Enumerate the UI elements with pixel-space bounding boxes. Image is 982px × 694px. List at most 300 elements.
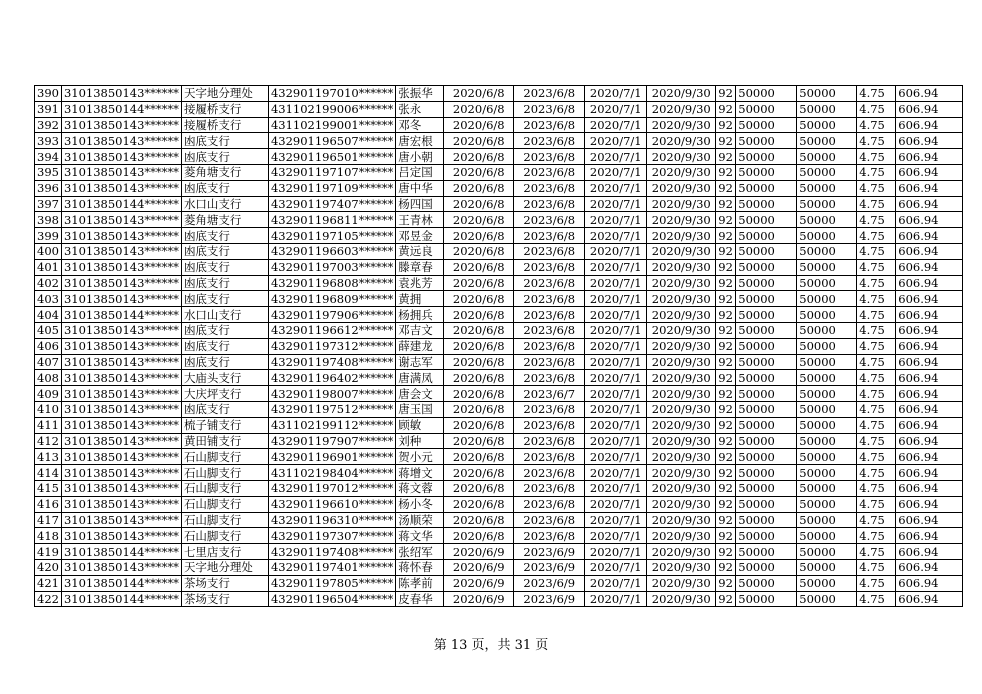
cell-name: 皮春华 bbox=[396, 591, 444, 607]
cell-interest-end: 2020/9/30 bbox=[647, 591, 716, 607]
cell-start-date: 2020/6/8 bbox=[444, 370, 514, 386]
cell-start-date: 2020/6/8 bbox=[444, 449, 514, 465]
cell-interest-end: 2020/9/30 bbox=[647, 243, 716, 259]
cell-interest-start: 2020/7/1 bbox=[585, 401, 647, 417]
cell-branch: 凼底支行 bbox=[181, 401, 268, 417]
cell-id-no: 432901196603****** bbox=[268, 243, 395, 259]
table-row bbox=[35, 512, 963, 528]
cell-balance: 50000 bbox=[797, 480, 857, 496]
cell-balance: 50000 bbox=[797, 559, 857, 575]
cell-start-date: 2020/6/9 bbox=[444, 559, 514, 575]
cell-end-date: 2023/6/8 bbox=[514, 338, 585, 354]
cell-interest-end: 2020/9/30 bbox=[647, 228, 716, 244]
cell-end-date: 2023/6/8 bbox=[514, 433, 585, 449]
cell-rate: 4.75 bbox=[857, 322, 896, 338]
cell-rate: 4.75 bbox=[857, 212, 896, 228]
cell-rate: 4.75 bbox=[857, 275, 896, 291]
cell-rate: 4.75 bbox=[857, 117, 896, 133]
cell-interest-end: 2020/9/30 bbox=[647, 465, 716, 481]
cell-interest: 606.94 bbox=[896, 480, 963, 496]
cell-interest-start: 2020/7/1 bbox=[585, 370, 647, 386]
cell-id-no: 432901196610****** bbox=[268, 496, 395, 512]
cell-days: 92 bbox=[716, 465, 736, 481]
table-row bbox=[35, 228, 963, 244]
cell-row-no: 391 bbox=[35, 101, 62, 117]
cell-interest-end: 2020/9/30 bbox=[647, 196, 716, 212]
cell-account-no: 31013850143****** bbox=[61, 212, 181, 228]
cell-branch: 菱角塘支行 bbox=[181, 164, 268, 180]
cell-loan-amount: 50000 bbox=[736, 433, 797, 449]
cell-branch: 凼底支行 bbox=[181, 354, 268, 370]
cell-start-date: 2020/6/8 bbox=[444, 86, 514, 102]
cell-days: 92 bbox=[716, 149, 736, 165]
cell-interest-end: 2020/9/30 bbox=[647, 528, 716, 544]
cell-account-no: 31013850143****** bbox=[61, 354, 181, 370]
cell-rate: 4.75 bbox=[857, 133, 896, 149]
cell-start-date: 2020/6/8 bbox=[444, 307, 514, 323]
cell-start-date: 2020/6/8 bbox=[444, 417, 514, 433]
cell-loan-amount: 50000 bbox=[736, 86, 797, 102]
ledger-body bbox=[35, 86, 963, 607]
cell-days: 92 bbox=[716, 243, 736, 259]
cell-interest: 606.94 bbox=[896, 133, 963, 149]
cell-days: 92 bbox=[716, 449, 736, 465]
cell-rate: 4.75 bbox=[857, 575, 896, 591]
table-row bbox=[35, 291, 963, 307]
cell-balance: 50000 bbox=[797, 164, 857, 180]
cell-days: 92 bbox=[716, 291, 736, 307]
cell-balance: 50000 bbox=[797, 544, 857, 560]
cell-id-no: 432901197408****** bbox=[268, 544, 395, 560]
cell-interest: 606.94 bbox=[896, 338, 963, 354]
cell-days: 92 bbox=[716, 370, 736, 386]
cell-days: 92 bbox=[716, 528, 736, 544]
cell-end-date: 2023/6/8 bbox=[514, 86, 585, 102]
cell-loan-amount: 50000 bbox=[736, 370, 797, 386]
cell-end-date: 2023/6/9 bbox=[514, 559, 585, 575]
cell-account-no: 31013850143****** bbox=[61, 259, 181, 275]
cell-interest-start: 2020/7/1 bbox=[585, 480, 647, 496]
cell-row-no: 410 bbox=[35, 401, 62, 417]
cell-balance: 50000 bbox=[797, 117, 857, 133]
cell-rate: 4.75 bbox=[857, 164, 896, 180]
cell-account-no: 31013850143****** bbox=[61, 386, 181, 402]
cell-days: 92 bbox=[716, 133, 736, 149]
cell-interest: 606.94 bbox=[896, 180, 963, 196]
cell-balance: 50000 bbox=[797, 528, 857, 544]
cell-end-date: 2023/6/8 bbox=[514, 480, 585, 496]
cell-name: 蒋怀春 bbox=[396, 559, 444, 575]
cell-branch: 凼底支行 bbox=[181, 275, 268, 291]
table-row bbox=[35, 149, 963, 165]
cell-interest: 606.94 bbox=[896, 259, 963, 275]
cell-row-no: 414 bbox=[35, 465, 62, 481]
cell-balance: 50000 bbox=[797, 370, 857, 386]
cell-row-no: 408 bbox=[35, 370, 62, 386]
table-row bbox=[35, 196, 963, 212]
cell-account-no: 31013850143****** bbox=[61, 496, 181, 512]
cell-loan-amount: 50000 bbox=[736, 480, 797, 496]
cell-interest-end: 2020/9/30 bbox=[647, 117, 716, 133]
cell-interest: 606.94 bbox=[896, 559, 963, 575]
cell-account-no: 31013850143****** bbox=[61, 275, 181, 291]
cell-loan-amount: 50000 bbox=[736, 291, 797, 307]
cell-account-no: 31013850144****** bbox=[61, 591, 181, 607]
cell-row-no: 411 bbox=[35, 417, 62, 433]
cell-end-date: 2023/6/8 bbox=[514, 275, 585, 291]
cell-interest-end: 2020/9/30 bbox=[647, 133, 716, 149]
cell-account-no: 31013850143****** bbox=[61, 401, 181, 417]
cell-id-no: 431102198404****** bbox=[268, 465, 395, 481]
cell-interest-start: 2020/7/1 bbox=[585, 417, 647, 433]
cell-id-no: 432901197109****** bbox=[268, 180, 395, 196]
cell-balance: 50000 bbox=[797, 496, 857, 512]
cell-interest: 606.94 bbox=[896, 149, 963, 165]
cell-rate: 4.75 bbox=[857, 291, 896, 307]
cell-start-date: 2020/6/8 bbox=[444, 149, 514, 165]
cell-end-date: 2023/6/8 bbox=[514, 496, 585, 512]
cell-balance: 50000 bbox=[797, 465, 857, 481]
cell-start-date: 2020/6/8 bbox=[444, 480, 514, 496]
cell-interest-start: 2020/7/1 bbox=[585, 275, 647, 291]
cell-rate: 4.75 bbox=[857, 544, 896, 560]
cell-start-date: 2020/6/9 bbox=[444, 544, 514, 560]
cell-account-no: 31013850143****** bbox=[61, 512, 181, 528]
cell-account-no: 31013850143****** bbox=[61, 480, 181, 496]
cell-days: 92 bbox=[716, 575, 736, 591]
cell-loan-amount: 50000 bbox=[736, 307, 797, 323]
cell-days: 92 bbox=[716, 512, 736, 528]
cell-start-date: 2020/6/8 bbox=[444, 196, 514, 212]
cell-account-no: 31013850143****** bbox=[61, 433, 181, 449]
cell-end-date: 2023/6/8 bbox=[514, 259, 585, 275]
cell-start-date: 2020/6/8 bbox=[444, 228, 514, 244]
cell-days: 92 bbox=[716, 196, 736, 212]
cell-account-no: 31013850143****** bbox=[61, 528, 181, 544]
cell-loan-amount: 50000 bbox=[736, 449, 797, 465]
cell-days: 92 bbox=[716, 496, 736, 512]
cell-days: 92 bbox=[716, 433, 736, 449]
cell-account-no: 31013850144****** bbox=[61, 307, 181, 323]
cell-balance: 50000 bbox=[797, 86, 857, 102]
cell-balance: 50000 bbox=[797, 291, 857, 307]
cell-days: 92 bbox=[716, 386, 736, 402]
table-row bbox=[35, 180, 963, 196]
table-row bbox=[35, 575, 963, 591]
cell-interest: 606.94 bbox=[896, 591, 963, 607]
cell-balance: 50000 bbox=[797, 386, 857, 402]
table-row bbox=[35, 496, 963, 512]
cell-interest-start: 2020/7/1 bbox=[585, 196, 647, 212]
cell-name: 唐会文 bbox=[396, 386, 444, 402]
cell-branch: 水口山支行 bbox=[181, 307, 268, 323]
cell-row-no: 394 bbox=[35, 149, 62, 165]
cell-balance: 50000 bbox=[797, 307, 857, 323]
cell-interest-end: 2020/9/30 bbox=[647, 544, 716, 560]
cell-interest-end: 2020/9/30 bbox=[647, 575, 716, 591]
cell-account-no: 31013850143****** bbox=[61, 291, 181, 307]
cell-end-date: 2023/6/7 bbox=[514, 386, 585, 402]
cell-row-no: 413 bbox=[35, 449, 62, 465]
cell-account-no: 31013850143****** bbox=[61, 243, 181, 259]
cell-interest-start: 2020/7/1 bbox=[585, 338, 647, 354]
cell-id-no: 432901196402****** bbox=[268, 370, 395, 386]
cell-loan-amount: 50000 bbox=[736, 275, 797, 291]
cell-name: 汤顺荣 bbox=[396, 512, 444, 528]
cell-rate: 4.75 bbox=[857, 512, 896, 528]
cell-row-no: 420 bbox=[35, 559, 62, 575]
cell-days: 92 bbox=[716, 86, 736, 102]
table-row bbox=[35, 386, 963, 402]
cell-row-no: 409 bbox=[35, 386, 62, 402]
cell-loan-amount: 50000 bbox=[736, 338, 797, 354]
cell-balance: 50000 bbox=[797, 212, 857, 228]
table-row bbox=[35, 322, 963, 338]
cell-days: 92 bbox=[716, 480, 736, 496]
cell-branch: 石山脚支行 bbox=[181, 512, 268, 528]
cell-name: 唐小朝 bbox=[396, 149, 444, 165]
cell-name: 薛建龙 bbox=[396, 338, 444, 354]
cell-end-date: 2023/6/8 bbox=[514, 180, 585, 196]
cell-interest: 606.94 bbox=[896, 101, 963, 117]
cell-loan-amount: 50000 bbox=[736, 559, 797, 575]
cell-interest-end: 2020/9/30 bbox=[647, 480, 716, 496]
table-row bbox=[35, 591, 963, 607]
cell-row-no: 418 bbox=[35, 528, 62, 544]
table-row bbox=[35, 559, 963, 575]
cell-interest-start: 2020/7/1 bbox=[585, 512, 647, 528]
cell-balance: 50000 bbox=[797, 354, 857, 370]
cell-interest-end: 2020/9/30 bbox=[647, 259, 716, 275]
table-row bbox=[35, 101, 963, 117]
cell-end-date: 2023/6/8 bbox=[514, 322, 585, 338]
cell-interest: 606.94 bbox=[896, 307, 963, 323]
cell-rate: 4.75 bbox=[857, 228, 896, 244]
cell-row-no: 402 bbox=[35, 275, 62, 291]
cell-name: 袁兆芳 bbox=[396, 275, 444, 291]
cell-branch: 七里店支行 bbox=[181, 544, 268, 560]
cell-interest-start: 2020/7/1 bbox=[585, 544, 647, 560]
cell-start-date: 2020/6/8 bbox=[444, 291, 514, 307]
cell-rate: 4.75 bbox=[857, 149, 896, 165]
cell-branch: 凼底支行 bbox=[181, 338, 268, 354]
cell-account-no: 31013850144****** bbox=[61, 575, 181, 591]
cell-branch: 石山脚支行 bbox=[181, 465, 268, 481]
cell-account-no: 31013850143****** bbox=[61, 465, 181, 481]
cell-row-no: 399 bbox=[35, 228, 62, 244]
cell-interest-start: 2020/7/1 bbox=[585, 291, 647, 307]
cell-branch: 凼底支行 bbox=[181, 322, 268, 338]
cell-account-no: 31013850143****** bbox=[61, 338, 181, 354]
cell-id-no: 432901197906****** bbox=[268, 307, 395, 323]
cell-branch: 凼底支行 bbox=[181, 228, 268, 244]
cell-name: 贺小元 bbox=[396, 449, 444, 465]
cell-rate: 4.75 bbox=[857, 86, 896, 102]
cell-name: 谢志军 bbox=[396, 354, 444, 370]
cell-rate: 4.75 bbox=[857, 528, 896, 544]
cell-interest-end: 2020/9/30 bbox=[647, 449, 716, 465]
cell-name: 王青林 bbox=[396, 212, 444, 228]
cell-id-no: 432901198007****** bbox=[268, 386, 395, 402]
cell-id-no: 431102199001****** bbox=[268, 117, 395, 133]
cell-name: 黄拥 bbox=[396, 291, 444, 307]
cell-rate: 4.75 bbox=[857, 243, 896, 259]
cell-interest: 606.94 bbox=[896, 228, 963, 244]
cell-account-no: 31013850143****** bbox=[61, 559, 181, 575]
cell-interest: 606.94 bbox=[896, 512, 963, 528]
cell-id-no: 431102199112****** bbox=[268, 417, 395, 433]
cell-id-no: 432901196310****** bbox=[268, 512, 395, 528]
table-row bbox=[35, 243, 963, 259]
cell-interest: 606.94 bbox=[896, 544, 963, 560]
cell-balance: 50000 bbox=[797, 417, 857, 433]
cell-id-no: 432901197107****** bbox=[268, 164, 395, 180]
cell-rate: 4.75 bbox=[857, 433, 896, 449]
cell-days: 92 bbox=[716, 338, 736, 354]
cell-interest-end: 2020/9/30 bbox=[647, 496, 716, 512]
table-row bbox=[35, 133, 963, 149]
table-row bbox=[35, 307, 963, 323]
cell-account-no: 31013850143****** bbox=[61, 133, 181, 149]
cell-row-no: 412 bbox=[35, 433, 62, 449]
cell-rate: 4.75 bbox=[857, 401, 896, 417]
cell-row-no: 393 bbox=[35, 133, 62, 149]
cell-days: 92 bbox=[716, 180, 736, 196]
cell-interest-start: 2020/7/1 bbox=[585, 149, 647, 165]
page-number-footer: 第 13 页，共 31 页 bbox=[433, 638, 549, 653]
cell-account-no: 31013850143****** bbox=[61, 417, 181, 433]
cell-start-date: 2020/6/8 bbox=[444, 243, 514, 259]
cell-interest-start: 2020/7/1 bbox=[585, 307, 647, 323]
cell-loan-amount: 50000 bbox=[736, 180, 797, 196]
cell-account-no: 31013850143****** bbox=[61, 164, 181, 180]
cell-interest-start: 2020/7/1 bbox=[585, 559, 647, 575]
cell-branch: 石山脚支行 bbox=[181, 480, 268, 496]
cell-branch: 凼底支行 bbox=[181, 259, 268, 275]
cell-end-date: 2023/6/8 bbox=[514, 465, 585, 481]
cell-days: 92 bbox=[716, 212, 736, 228]
cell-account-no: 31013850143****** bbox=[61, 180, 181, 196]
cell-end-date: 2023/6/8 bbox=[514, 449, 585, 465]
cell-row-no: 422 bbox=[35, 591, 62, 607]
cell-loan-amount: 50000 bbox=[736, 354, 797, 370]
cell-interest-end: 2020/9/30 bbox=[647, 433, 716, 449]
cell-days: 92 bbox=[716, 307, 736, 323]
cell-branch: 天字地分理处 bbox=[181, 559, 268, 575]
cell-rate: 4.75 bbox=[857, 307, 896, 323]
cell-id-no: 432901196504****** bbox=[268, 591, 395, 607]
cell-row-no: 419 bbox=[35, 544, 62, 560]
cell-row-no: 395 bbox=[35, 164, 62, 180]
cell-row-no: 390 bbox=[35, 86, 62, 102]
cell-interest-start: 2020/7/1 bbox=[585, 212, 647, 228]
cell-end-date: 2023/6/9 bbox=[514, 575, 585, 591]
cell-interest-end: 2020/9/30 bbox=[647, 101, 716, 117]
cell-rate: 4.75 bbox=[857, 449, 896, 465]
table-row bbox=[35, 544, 963, 560]
cell-name: 唐玉国 bbox=[396, 401, 444, 417]
cell-id-no: 432901196811****** bbox=[268, 212, 395, 228]
cell-interest: 606.94 bbox=[896, 164, 963, 180]
cell-name: 滕章春 bbox=[396, 259, 444, 275]
cell-name: 刘种 bbox=[396, 433, 444, 449]
cell-interest-end: 2020/9/30 bbox=[647, 354, 716, 370]
cell-rate: 4.75 bbox=[857, 386, 896, 402]
cell-loan-amount: 50000 bbox=[736, 243, 797, 259]
cell-end-date: 2023/6/8 bbox=[514, 417, 585, 433]
cell-name: 蒋文华 bbox=[396, 528, 444, 544]
cell-name: 邓冬 bbox=[396, 117, 444, 133]
loan-ledger-table bbox=[34, 85, 963, 607]
cell-days: 92 bbox=[716, 354, 736, 370]
cell-end-date: 2023/6/8 bbox=[514, 512, 585, 528]
cell-interest-start: 2020/7/1 bbox=[585, 322, 647, 338]
cell-row-no: 421 bbox=[35, 575, 62, 591]
cell-balance: 50000 bbox=[797, 149, 857, 165]
cell-balance: 50000 bbox=[797, 401, 857, 417]
cell-name: 吕定国 bbox=[396, 164, 444, 180]
table-row bbox=[35, 275, 963, 291]
cell-end-date: 2023/6/8 bbox=[514, 212, 585, 228]
cell-end-date: 2023/6/8 bbox=[514, 401, 585, 417]
cell-days: 92 bbox=[716, 101, 736, 117]
cell-account-no: 31013850144****** bbox=[61, 544, 181, 560]
cell-id-no: 432901197512****** bbox=[268, 401, 395, 417]
cell-days: 92 bbox=[716, 417, 736, 433]
table-row bbox=[35, 259, 963, 275]
table-row bbox=[35, 117, 963, 133]
cell-name: 黄远良 bbox=[396, 243, 444, 259]
cell-balance: 50000 bbox=[797, 512, 857, 528]
table-row bbox=[35, 528, 963, 544]
cell-row-no: 404 bbox=[35, 307, 62, 323]
cell-rate: 4.75 bbox=[857, 591, 896, 607]
cell-days: 92 bbox=[716, 228, 736, 244]
cell-interest: 606.94 bbox=[896, 433, 963, 449]
cell-end-date: 2023/6/8 bbox=[514, 228, 585, 244]
cell-branch: 天字地分理处 bbox=[181, 86, 268, 102]
cell-end-date: 2023/6/8 bbox=[514, 370, 585, 386]
cell-name: 唐中华 bbox=[396, 180, 444, 196]
table-row bbox=[35, 465, 963, 481]
cell-interest-end: 2020/9/30 bbox=[647, 417, 716, 433]
cell-balance: 50000 bbox=[797, 101, 857, 117]
cell-branch: 石山脚支行 bbox=[181, 496, 268, 512]
cell-rate: 4.75 bbox=[857, 196, 896, 212]
cell-interest: 606.94 bbox=[896, 528, 963, 544]
cell-name: 杨小冬 bbox=[396, 496, 444, 512]
cell-interest-start: 2020/7/1 bbox=[585, 86, 647, 102]
cell-days: 92 bbox=[716, 559, 736, 575]
cell-interest: 606.94 bbox=[896, 212, 963, 228]
cell-rate: 4.75 bbox=[857, 559, 896, 575]
cell-start-date: 2020/6/8 bbox=[444, 338, 514, 354]
cell-row-no: 405 bbox=[35, 322, 62, 338]
cell-interest-end: 2020/9/30 bbox=[647, 338, 716, 354]
cell-end-date: 2023/6/8 bbox=[514, 307, 585, 323]
cell-id-no: 432901197307****** bbox=[268, 528, 395, 544]
cell-interest-start: 2020/7/1 bbox=[585, 180, 647, 196]
cell-branch: 凼底支行 bbox=[181, 133, 268, 149]
cell-start-date: 2020/6/8 bbox=[444, 212, 514, 228]
cell-interest-end: 2020/9/30 bbox=[647, 212, 716, 228]
cell-name: 张绍军 bbox=[396, 544, 444, 560]
table-row bbox=[35, 354, 963, 370]
cell-id-no: 432901197003****** bbox=[268, 259, 395, 275]
cell-loan-amount: 50000 bbox=[736, 149, 797, 165]
cell-interest-start: 2020/7/1 bbox=[585, 133, 647, 149]
cell-interest-end: 2020/9/30 bbox=[647, 164, 716, 180]
